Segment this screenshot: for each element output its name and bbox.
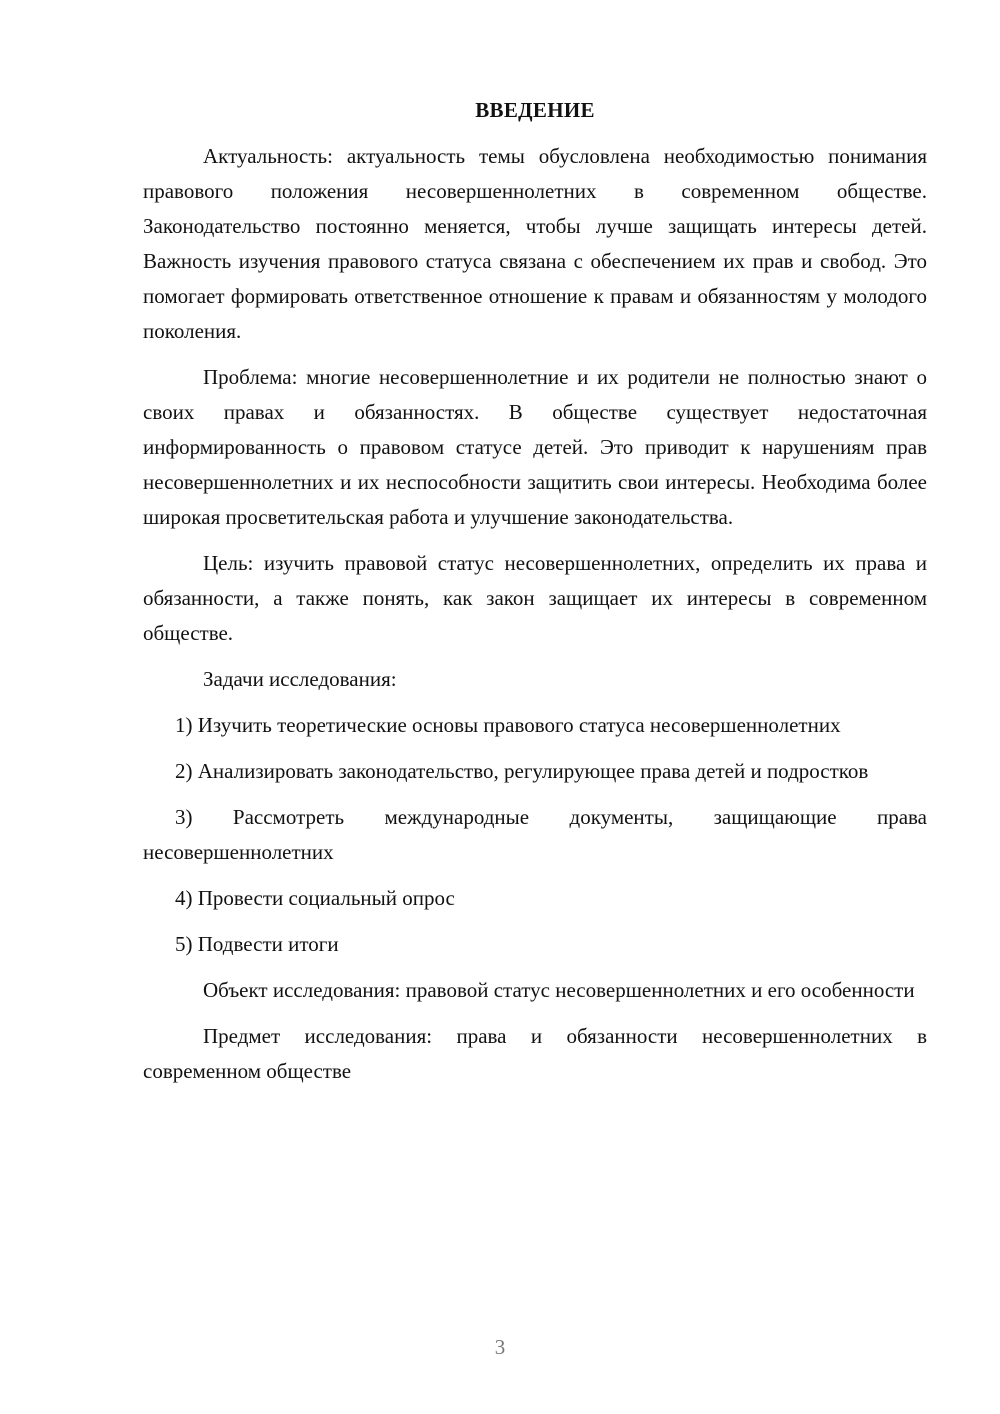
goal-paragraph: Цель: изучить правовой статус несовершеннолетних, определить их права и обязанности, а также понять, как закон защищает их интересы в современном обществе. [143, 551, 927, 645]
problem-paragraph: Проблема: многие несовершеннолетние и их родители не полностью знают о своих правах и обязанностях. В обществе существует недостаточная информированность о правовом статусе детей. Это приводит к нарушениям прав несовершеннолетних и их неспособности защитить свои интересы. Необходима более широкая просветительская работа и улучшение законодательства. [143, 365, 927, 529]
task-item-4: 4) Провести социальный опрос [175, 886, 455, 910]
task-item-2: 2) Анализировать законодательство, регулирующее права детей и подростков [175, 759, 869, 783]
page-title: ВВЕДЕНИЕ [475, 98, 595, 122]
task-item-3: 3) Рассмотреть международные документы, защищающие права несовершеннолетних [143, 805, 927, 864]
subject-paragraph: Предмет исследования: права и обязанности несовершеннолетних в современном обществе [143, 1024, 927, 1083]
task-item-1: 1) Изучить теоретические основы правового статуса несовершеннолетних [175, 713, 841, 737]
tasks-title: Задачи исследования: [203, 667, 397, 691]
task-item-5: 5) Подвести итоги [175, 932, 339, 956]
page-number: 3 [494, 1335, 506, 1359]
object-paragraph: Объект исследования: правовой статус несовершеннолетних и его особенности [203, 978, 915, 1002]
document-page [143, 95, 927, 1089]
relevance-paragraph: Актуальность: актуальность темы обусловлена необходимостью понимания правового положения несовершеннолетних в современном обществе. Законодательство постоянно меняется, чтобы лучше защищать интересы детей. Важность изучения правового статуса связана с обеспечением их прав и свобод. Это помогает формировать ответственное отношение к правам и обязанностям у молодого поколения. [143, 144, 927, 343]
